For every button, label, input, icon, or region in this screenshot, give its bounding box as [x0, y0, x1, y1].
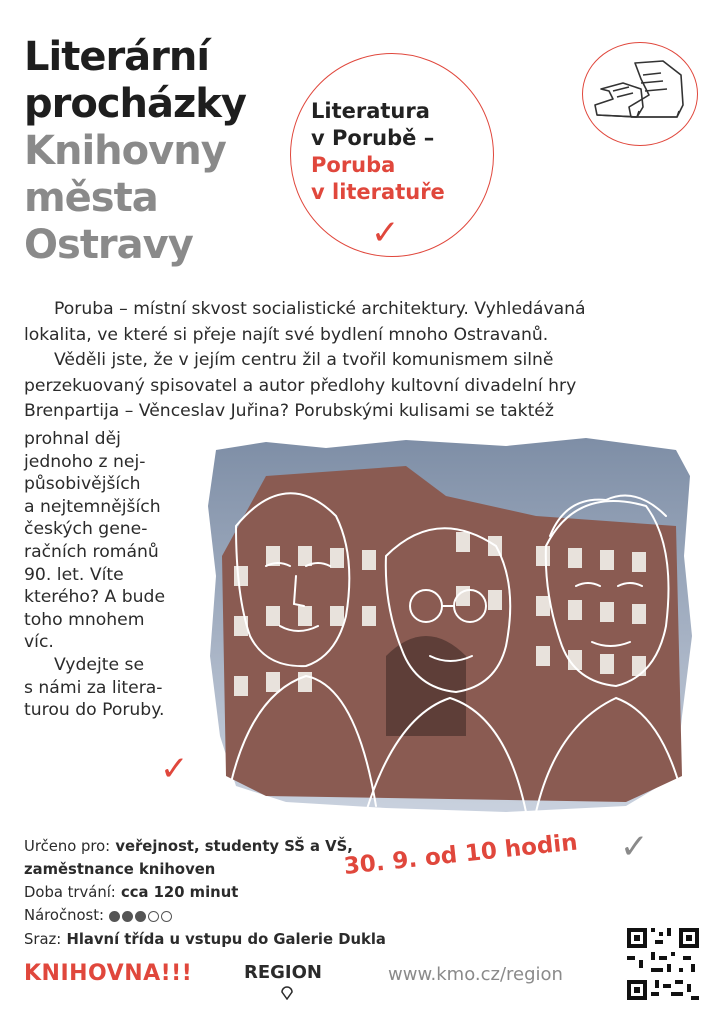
difficulty-dot-filled	[135, 911, 146, 922]
event-date: 30. 9. od 10 hodin	[342, 829, 579, 880]
story-line: českých gene-	[24, 519, 148, 540]
check-icon: ✓	[160, 749, 189, 789]
story-line: Vydejte se	[54, 654, 145, 675]
theme-badge	[290, 53, 494, 257]
meeting-value: Hlavní třída u vstupu do Galerie Dukla	[66, 930, 386, 948]
audience-row-2	[24, 858, 386, 881]
meeting-label: Sraz:	[24, 930, 62, 948]
check-icon: ✓	[371, 213, 400, 253]
story-line: 90. let. Víte	[24, 564, 124, 585]
poster-title	[24, 34, 246, 269]
theme-badge-text	[311, 98, 445, 206]
hiking-boots-badge	[582, 42, 698, 146]
audience-value: veřejnost, studenty SŠ a VŠ,	[115, 838, 353, 855]
story-line: prohnal děj	[24, 429, 121, 449]
duration-row	[24, 881, 386, 904]
knihovna-logo: KNIHOVNA!!!	[24, 961, 193, 986]
event-details	[24, 835, 386, 951]
intro-line: Poruba – místní skvost socialistické architektury. Vyhledávaná	[54, 299, 586, 319]
intro-text	[24, 297, 586, 425]
story-line: působivějších	[24, 474, 141, 495]
story-line: jednoho z nej-	[24, 451, 146, 472]
intro-line: Brenpartija – Věnceslav Juřina? Porubskými kulisami se taktéž	[24, 401, 554, 421]
meeting-row	[24, 928, 386, 951]
audience-row	[24, 835, 386, 858]
difficulty-dot-filled	[122, 911, 133, 922]
badge-line: v literatuře	[311, 180, 445, 204]
qr-code-icon[interactable]	[627, 928, 699, 1000]
title-line: Literární	[24, 34, 210, 80]
duration-label: Doba trvání:	[24, 884, 116, 901]
badge-line: Poruba	[311, 153, 396, 177]
hiking-boots-icon	[591, 55, 691, 135]
difficulty-dot-filled	[109, 911, 120, 922]
intro-line: perzekuovaný spisovatel a autor předlohy kultovní divadelní hry	[24, 375, 577, 396]
difficulty-dot-empty	[161, 911, 172, 922]
duration-value: cca 120 minut	[120, 884, 239, 901]
title-line: procházky	[24, 81, 246, 127]
audience-label: Určeno pro:	[24, 838, 111, 855]
intro-line: Věděli jste, že v jejím centru žil a tvořil komunismem silně	[54, 350, 554, 370]
story-line: kterého? A bude	[24, 587, 166, 608]
title-line: Ostravy	[24, 222, 193, 268]
audience-value-2: zaměstnance knihoven	[24, 861, 216, 878]
story-line: račních románů	[24, 541, 159, 562]
location-pin-icon	[280, 984, 294, 1000]
badge-line: Literatura	[311, 99, 430, 123]
story-line: víc.	[24, 632, 54, 653]
difficulty-row	[24, 904, 386, 928]
difficulty-rating	[109, 905, 174, 928]
poruba-building-photo	[206, 436, 696, 814]
website-link[interactable]: www.kmo.cz/region	[388, 964, 563, 985]
story-line: a nejtemnějších	[24, 496, 161, 517]
intro-line: lokalita, ve které si přeje najít své bydlení mnoho Ostravanů.	[24, 324, 549, 345]
title-line: Knihovny	[24, 128, 226, 174]
story-line: toho mnohem	[24, 609, 145, 630]
check-icon: ✓	[620, 827, 649, 867]
difficulty-label: Náročnost:	[24, 907, 105, 924]
region-logo: REGION	[244, 962, 322, 983]
title-line: města	[24, 175, 158, 221]
story-line: turou do Poruby.	[24, 700, 165, 721]
difficulty-dot-empty	[148, 911, 159, 922]
story-text	[24, 428, 165, 722]
badge-line: v Porubě –	[311, 126, 435, 150]
story-line: s námi za litera-	[24, 677, 163, 698]
